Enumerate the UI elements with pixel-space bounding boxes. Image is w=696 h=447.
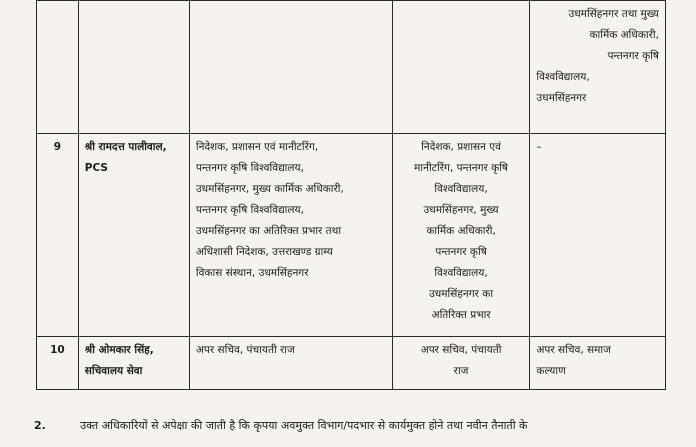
table-row [37,337,666,390]
relieved-post-line: उधमसिंहनगर का [429,288,494,300]
new-posting-cell [530,1,666,134]
relieved-post-line: विश्वविद्यालय, [434,267,488,279]
current-post-line: पन्तनगर कृषि विश्वविद्यालय, [195,204,304,216]
posting-line: कार्मिक अधिकारी, [589,29,659,41]
officer-service: सचिवालय सेवा [84,365,143,377]
relieved-post-cell [392,1,530,134]
posting-line: – [536,141,542,153]
serial-cell: 9 [37,134,79,337]
relieved-post-line: राज [453,365,469,377]
relieved-post-line: पन्तनगर कृषि [435,246,487,258]
serial-cell: 10 [37,337,79,390]
serial-cell [37,1,79,134]
relieved-post-line: उधमसिंहनगर, मुख्य [423,204,499,216]
relieved-post-line: कार्मिक अधिकारी, [426,225,496,237]
officer-name-cell [78,134,189,337]
posting-line: उधमसिंहनगर तथा मुख्य [568,8,659,20]
posting-line: विश्वविद्यालय, [536,71,590,83]
table-row [37,1,666,134]
table-row [37,134,666,337]
relieved-post-cell [392,337,530,390]
relieved-post-line: निदेशक, प्रशासन एवं [421,141,501,153]
new-posting-cell [530,134,666,337]
current-post-line: उधमसिंहनगर का अतिरिक्त प्रभार तथा [195,225,342,237]
current-post-line: अधिशासी निदेशक, उत्तराखण्ड ग्राम्य [195,246,333,258]
posting-line: कल्याण [536,365,566,377]
officer-transfer-table [36,0,666,390]
current-post-line: अपर सचिव, पंचायती राज [195,344,295,356]
current-post-cell [189,337,392,390]
officer-name-cell [78,337,189,390]
new-posting-cell [530,337,666,390]
officer-service: PCS [84,162,108,174]
posting-line: उधमसिंहनगर [536,92,587,104]
relieved-post-line: मानीटरिंग, पन्तनगर कृषि [414,162,508,174]
current-post-line: पन्तनगर कृषि विश्वविद्यालय, [195,162,304,174]
current-post-cell [189,134,392,337]
relieved-post-line: अतिरिक्त प्रभार [431,309,491,321]
paragraph-number: 2. [34,419,46,432]
relieved-post-cell [392,134,530,337]
current-post-line: निदेशक, प्रशासन एवं मानीटरिंग, [195,141,319,153]
relieved-post-line: विश्वविद्यालय, [434,183,488,195]
paragraph-text: उक्त अधिकारियों से अपेक्षा की जाती है कि कृपया अवमुक्त विभाग/पदभार से कार्यमुक्त होने तथा नवीन तैनाती के [80,419,528,432]
relieved-post-line: अपर सचिव, पंचायती [420,344,502,356]
officer-name-cell [78,1,189,134]
officer-name: श्री ओमकार सिंह, [84,344,154,356]
posting-line: पन्तनगर कृषि [607,50,659,62]
officer-name: श्री रामदत्त पालीवाल, [84,141,167,153]
current-post-cell [189,1,392,134]
paragraph-2 [34,418,674,433]
posting-line: अपर सचिव, समाज [536,344,611,356]
current-post-line: विकास संस्थान, उधमसिंहनगर [195,267,309,279]
current-post-line: उधमसिंहनगर, मुख्य कार्मिक अधिकारी, [195,183,344,195]
